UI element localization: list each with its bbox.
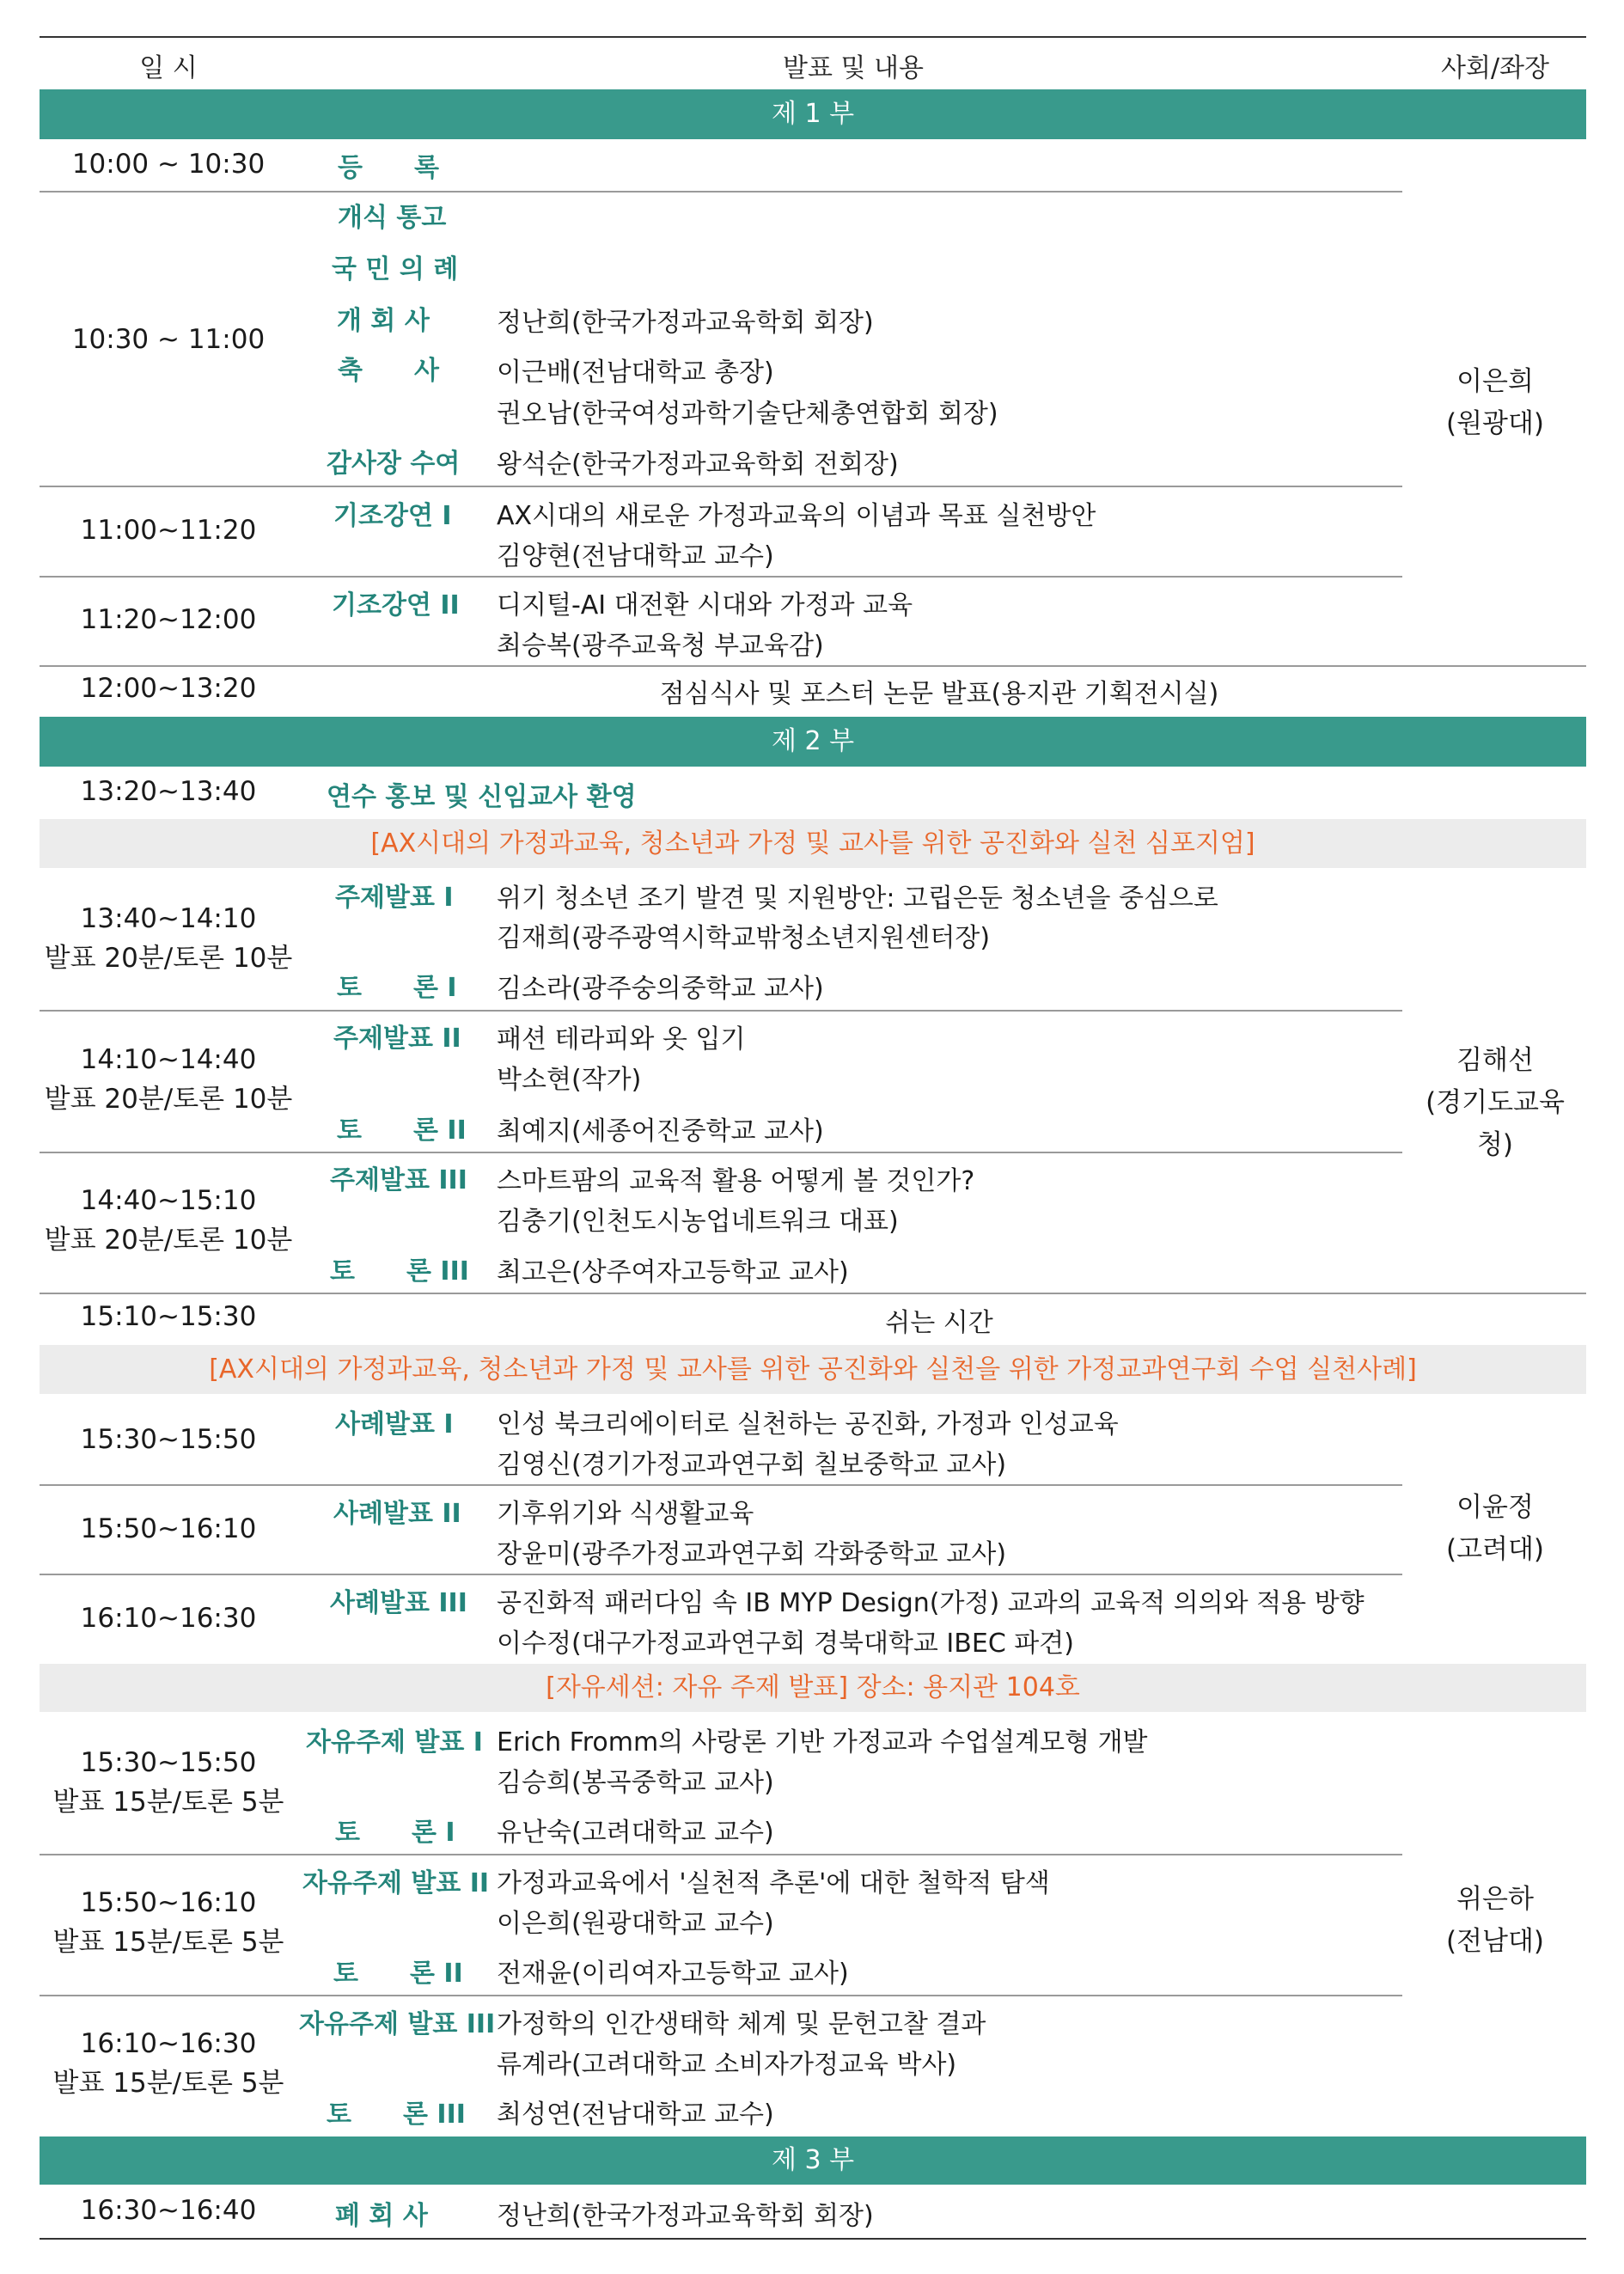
divider xyxy=(40,1995,1402,1996)
p2-f2-dlabel: 토 론 II xyxy=(333,1959,463,1989)
p1-r2-label-1: 개식 통고 xyxy=(338,203,447,233)
p2-s2-sub: 발표 20분/토론 10분 xyxy=(44,1084,293,1115)
p1-chair-name: 이은희 xyxy=(1456,366,1534,397)
p1-r3-label: 기조강연 I xyxy=(333,501,452,531)
p2-s3-label: 주제발표 III xyxy=(330,1165,467,1195)
p1-r2-text-4b: 권오남(한국여성과학기술단체총연합회 회장) xyxy=(497,399,998,429)
p2-s1-time: 13:40~14:10 xyxy=(80,903,257,934)
divider xyxy=(40,1010,1402,1012)
p2-r1-label: 연수 홍보 및 신임교사 환영 xyxy=(327,782,637,812)
p2-c3-time: 16:10~16:30 xyxy=(80,1603,257,1634)
free-session-title: [자유세션: 자유 주제 발표] 장소: 용지관 104호 xyxy=(40,1664,1586,1712)
p2-break-time: 15:10~15:30 xyxy=(80,1301,257,1332)
p2-c2-time: 15:50~16:10 xyxy=(80,1513,257,1544)
p2-s1-label: 주제발표 I xyxy=(335,883,454,913)
p3-r1-time: 16:30~16:40 xyxy=(80,2195,257,2226)
p2-s2-d: 최예지(세종어진중학교 교사) xyxy=(497,1116,824,1146)
p1-r5-text: 점심식사 및 포스터 논문 발표(용지관 기획전시실) xyxy=(659,679,1219,709)
p1-r4-time: 11:20~12:00 xyxy=(80,604,257,635)
p2-f1-text-2: 김승희(봉곡중학교 교사) xyxy=(497,1768,774,1798)
p2-f2-text-1: 가정과교육에서 '실천적 추론'에 대한 철학적 탐색 xyxy=(497,1868,1050,1898)
p2-f1-label: 자유주제 발표 I xyxy=(306,1727,483,1757)
p2-c1-label: 사례발표 I xyxy=(335,1409,454,1440)
p2-chair xyxy=(1409,1040,1581,1166)
divider xyxy=(40,576,1402,578)
p2-c3-text-1: 공진화적 패러다임 속 IB MYP Design(가정) 교과의 교육적 의의와 적용 방향 xyxy=(497,1588,1365,1618)
p2-s2-text-2: 박소현(작가) xyxy=(497,1065,642,1095)
p2-c1-time: 15:30~15:50 xyxy=(80,1424,257,1455)
p2-chair2-org: (고려대) xyxy=(1445,1534,1545,1565)
p2-chair3-org: (전남대) xyxy=(1445,1926,1545,1957)
part-3-band: 제 3 부 xyxy=(40,2136,1586,2185)
p1-r2-text-3: 정난희(한국가정과교육학회 회장) xyxy=(497,308,874,338)
p2-break-text: 쉬는 시간 xyxy=(885,1308,993,1338)
p2-f2-d: 전재윤(이리여자고등학교 교사) xyxy=(497,1959,849,1989)
p2-s3-text-1: 스마트팜의 교육적 활용 어떻게 볼 것인가? xyxy=(497,1166,975,1196)
p2-s1-d: 김소라(광주숭의중학교 교사) xyxy=(497,974,824,1004)
p2-c2-label: 사례발표 II xyxy=(333,1499,461,1529)
p1-chair xyxy=(1409,361,1581,445)
p2-s2-text-1: 패션 테라피와 옷 입기 xyxy=(497,1024,746,1054)
p2-s1-dlabel: 토 론 I xyxy=(337,973,457,1003)
part-1-band: 제 1 부 xyxy=(40,89,1586,139)
p2-f3-label: 자유주제 발표 III xyxy=(299,2009,496,2039)
p2-f3-text-1: 가정학의 인간생태학 체계 및 문헌고찰 결과 xyxy=(497,2009,986,2039)
divider xyxy=(40,1152,1402,1153)
p2-c1-text-1: 인성 북크리에이터로 실천하는 공진화, 가정과 인성교육 xyxy=(497,1409,1119,1440)
p2-f2-sub: 발표 15분/토론 5분 xyxy=(52,1927,284,1958)
p1-r2-label-3: 개 회 사 xyxy=(337,306,430,336)
p2-chair-org: (경기도교육청) xyxy=(1426,1087,1565,1160)
p2-f1-text-1: Erich Fromm의 사랑론 기반 가정교과 수업설계모형 개발 xyxy=(497,1727,1148,1757)
p2-c2-text-1: 기후위기와 식생활교육 xyxy=(497,1499,754,1529)
p1-r3-text-1: AX시대의 새로운 가정과교육의 이념과 목표 실천방안 xyxy=(497,501,1096,531)
p2-s3-time: 14:40~15:10 xyxy=(80,1185,257,1216)
p1-r4-text-2: 최승복(광주교육청 부교육감) xyxy=(497,631,824,661)
p2-f2-time: 15:50~16:10 xyxy=(80,1887,257,1918)
p2-c3-text-2: 이수정(대구가정교과연구회 경북대학교 IBEC 파견) xyxy=(497,1629,1074,1659)
p2-f2-text-2: 이은희(원광대학교 교수) xyxy=(497,1909,774,1939)
p2-chair2-name: 이윤정 xyxy=(1456,1492,1534,1523)
p2-chair3 xyxy=(1409,1879,1581,1963)
p1-r2-time: 10:30 ~ 11:00 xyxy=(71,324,266,355)
p2-s2-label: 주제발표 II xyxy=(333,1024,461,1054)
p2-chair3-name: 위은하 xyxy=(1456,1884,1534,1915)
p3-r1-text: 정난희(한국가정과교육학회 회장) xyxy=(497,2201,874,2231)
p2-f3-dlabel: 토 론 III xyxy=(327,2100,466,2130)
p3-r1-label: 폐 회 사 xyxy=(335,2201,428,2231)
p2-chair2 xyxy=(1409,1487,1581,1571)
p2-c2-text-2: 장윤미(광주가정교과연구회 각화중학교 교사) xyxy=(497,1539,1007,1569)
divider xyxy=(40,665,1586,667)
divider xyxy=(40,1293,1586,1294)
divider xyxy=(40,191,1402,193)
p1-r2-label-5: 감사장 수여 xyxy=(327,449,461,479)
symposium-title: [AX시대의 가정과교육, 청소년과 가정 및 교사를 위한 공진화와 실천 심포지엄] xyxy=(40,819,1586,868)
p2-s1-text-2: 김재희(광주광역시학교밖청소년지원센터장) xyxy=(497,923,991,953)
p1-r1-label: 등 록 xyxy=(338,153,439,183)
p1-r3-text-2: 김양현(전남대학교 교수) xyxy=(497,541,774,572)
p2-s3-sub: 발표 20분/토론 10분 xyxy=(44,1225,293,1256)
p1-r2-label-2: 국 민 의 례 xyxy=(332,254,459,284)
part-2-band: 제 2 부 xyxy=(40,717,1586,767)
p2-chair-name: 김해선 xyxy=(1456,1045,1534,1076)
p2-f3-sub: 발표 15분/토론 5분 xyxy=(52,2068,284,2099)
divider xyxy=(40,1574,1402,1575)
p2-s1-text-1: 위기 청소년 조기 발견 및 지원방안: 고립은둔 청소년을 중심으로 xyxy=(497,883,1218,914)
p2-s2-dlabel: 토 론 II xyxy=(337,1116,467,1146)
p1-r5-time: 12:00~13:20 xyxy=(80,673,257,704)
top-rule xyxy=(40,36,1586,38)
p2-s2-time: 14:10~14:40 xyxy=(80,1044,257,1075)
p2-f1-d: 유난숙(고려대학교 교수) xyxy=(497,1818,774,1848)
p2-s3-text-2: 김충기(인천도시농업네트워크 대표) xyxy=(497,1207,899,1237)
header-chair: 사회/좌장 xyxy=(1440,53,1550,83)
cases-title: [AX시대의 가정과교육, 청소년과 가정 및 교사를 위한 공진화와 실천을 위한 가정교과연구회 수업 실천사례] xyxy=(40,1345,1586,1394)
bottom-rule xyxy=(40,2238,1586,2240)
p1-r3-time: 11:00~11:20 xyxy=(80,515,257,546)
p2-r1-time: 13:20~13:40 xyxy=(80,776,257,807)
header-content: 발표 및 내용 xyxy=(783,53,924,83)
p2-f3-d: 최성연(전남대학교 교수) xyxy=(497,2100,774,2130)
divider xyxy=(40,1854,1402,1855)
header-datetime: 일 시 xyxy=(139,53,198,83)
p1-r1-time: 10:00 ~ 10:30 xyxy=(71,149,266,180)
p2-f1-time: 15:30~15:50 xyxy=(80,1747,257,1778)
p2-f2-label: 자유주제 발표 II xyxy=(302,1868,490,1898)
p2-f1-sub: 발표 15분/토론 5분 xyxy=(52,1787,284,1818)
p1-r2-text-4a: 이근배(전남대학교 총장) xyxy=(497,358,774,388)
p2-f1-dlabel: 토 론 I xyxy=(335,1818,455,1848)
p2-f3-time: 16:10~16:30 xyxy=(80,2028,257,2059)
p1-r2-label-4: 축 사 xyxy=(338,356,439,386)
p2-s3-dlabel: 토 론 III xyxy=(330,1256,469,1287)
p2-c1-text-2: 김영신(경기가정교과연구회 칠보중학교 교사) xyxy=(497,1450,1007,1480)
p2-s1-sub: 발표 20분/토론 10분 xyxy=(44,943,293,974)
divider xyxy=(40,486,1402,487)
p1-r4-label: 기조강연 II xyxy=(332,590,460,620)
p1-r2-text-5: 왕석순(한국가정과교육학회 전회장) xyxy=(497,449,899,480)
p2-f3-text-2: 류계라(고려대학교 소비자가정교육 박사) xyxy=(497,2050,957,2080)
divider xyxy=(40,1484,1402,1486)
p2-s3-d: 최고은(상주여자고등학교 교사) xyxy=(497,1257,849,1287)
p1-r4-text-1: 디지털-AI 대전환 시대와 가정과 교육 xyxy=(497,590,913,620)
p2-c3-label: 사례발표 III xyxy=(330,1588,467,1618)
p1-chair-org: (원광대) xyxy=(1445,408,1545,439)
